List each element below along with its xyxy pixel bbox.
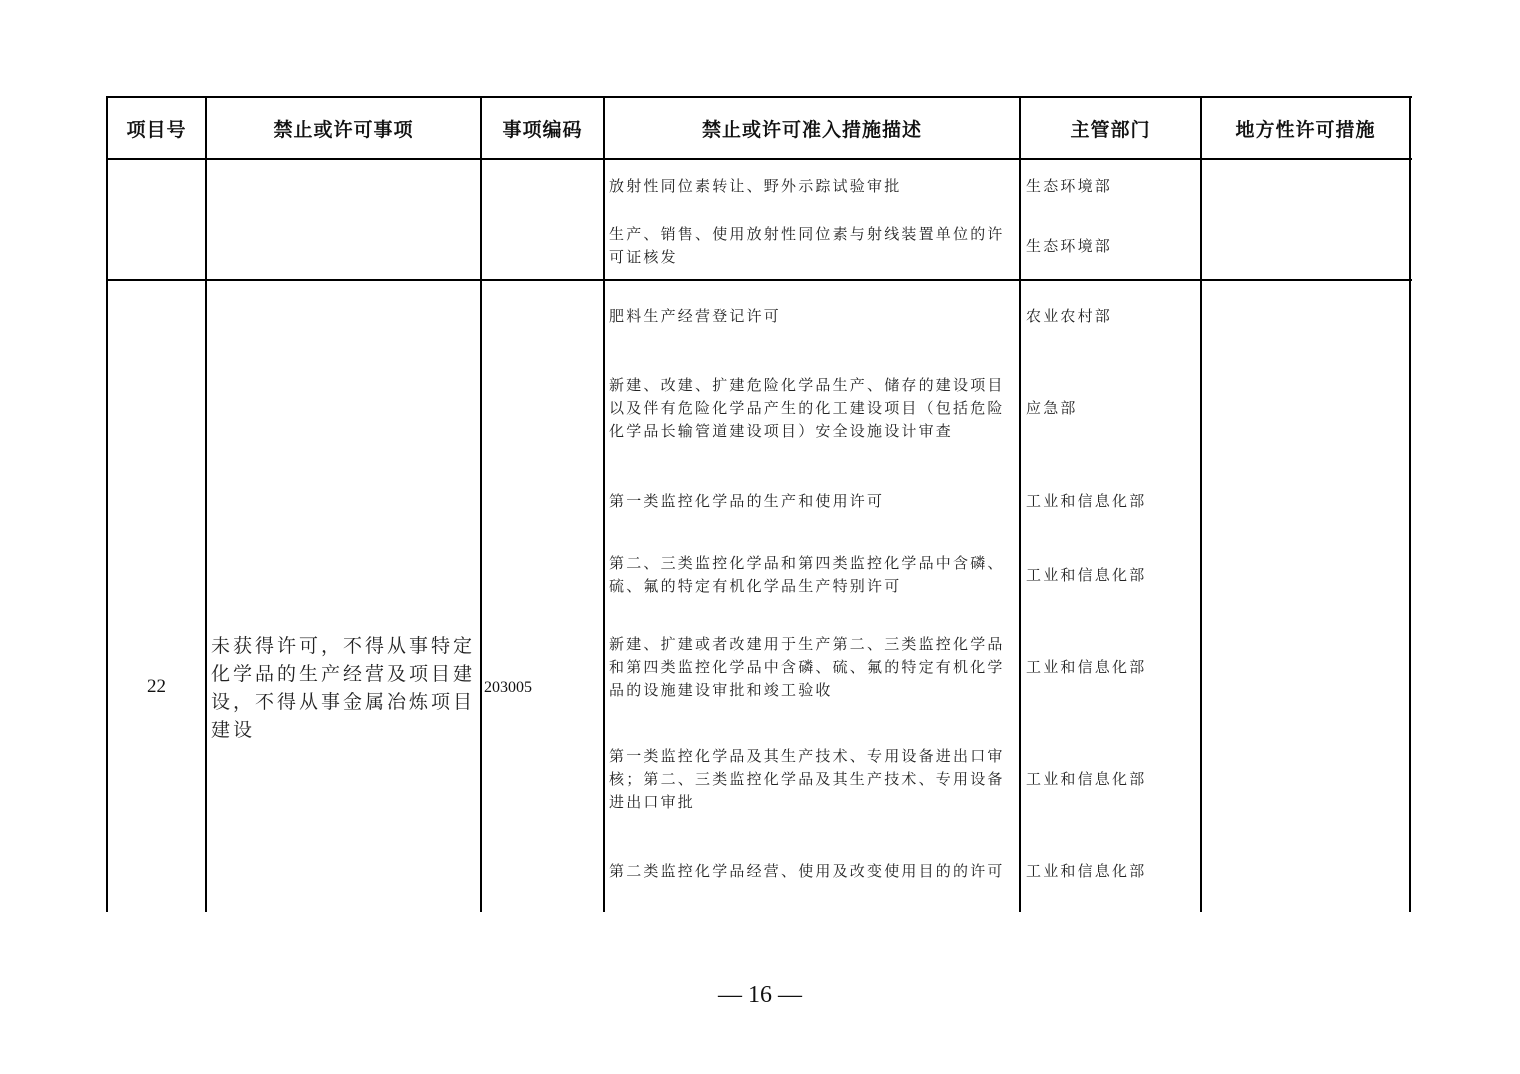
item-number: 22 xyxy=(147,676,166,697)
table-left-border xyxy=(106,96,108,912)
item-matter: 未获得许可，不得从事特定化学品的生产经营及项目建设，不得从事金属冶炼项目建设 xyxy=(211,635,476,741)
header-local-measures: 地方性许可措施 xyxy=(1235,118,1376,141)
column-divider xyxy=(1200,96,1202,912)
measure-department: 生态环境部 xyxy=(1026,176,1113,195)
table-right-border xyxy=(1409,96,1411,912)
page-number: — 16 — xyxy=(718,982,802,1008)
measure-department: 工业和信息化部 xyxy=(1026,565,1147,584)
measure-description: 放射性同位素转让、野外示踪试验审批 xyxy=(609,176,902,195)
measure-department: 生态环境部 xyxy=(1026,236,1113,255)
row-divider xyxy=(106,279,1412,281)
measure-department: 工业和信息化部 xyxy=(1026,658,1147,676)
measure-description: 新建、扩建或者改建用于生产第二、三类监控化学品和第四类监控化学品中含磷、硫、氟的特定有机化学品的设施建设审批和竣工验收 xyxy=(609,635,1005,699)
measure-description: 第一类监控化学品及其生产技术、专用设备进出口审核；第二、三类监控化学品及其生产技术、专用设备进出口审批 xyxy=(609,747,1005,811)
measure-department: 应急部 xyxy=(1026,399,1078,417)
measure-department: 农业农村部 xyxy=(1026,306,1113,325)
header-matter: 禁止或许可事项 xyxy=(273,118,414,141)
item-code: 203005 xyxy=(484,679,532,696)
column-divider xyxy=(603,96,605,912)
column-divider xyxy=(480,96,482,912)
measure-description: 第二类监控化学品经营、使用及改变使用目的的许可 xyxy=(609,861,1005,880)
header-description: 禁止或许可准入措施描述 xyxy=(701,118,922,141)
measure-department: 工业和信息化部 xyxy=(1026,861,1147,880)
header-bottom-border xyxy=(106,158,1412,160)
measure-description: 第一类监控化学品的生产和使用许可 xyxy=(609,491,885,510)
measure-description: 生产、销售、使用放射性同位素与射线装置单位的许可证核发 xyxy=(609,225,1005,266)
column-divider xyxy=(205,96,207,912)
measure-description: 第二、三类监控化学品和第四类监控化学品中含磷、硫、氟的特定有机化学品生产特别许可 xyxy=(609,554,1005,595)
header-item-number: 项目号 xyxy=(126,118,187,141)
measure-department: 工业和信息化部 xyxy=(1026,491,1147,510)
column-divider xyxy=(1019,96,1021,912)
header-department: 主管部门 xyxy=(1070,118,1151,141)
header-code: 事项编码 xyxy=(502,118,583,141)
measure-department: 工业和信息化部 xyxy=(1026,770,1147,788)
measure-description: 肥料生产经营登记许可 xyxy=(609,306,782,325)
measure-description: 新建、改建、扩建危险化学品生产、储存的建设项目以及伴有危险化学品产生的化工建设项目（包括危险化学品长输管道建设项目）安全设施设计审查 xyxy=(609,376,1005,440)
